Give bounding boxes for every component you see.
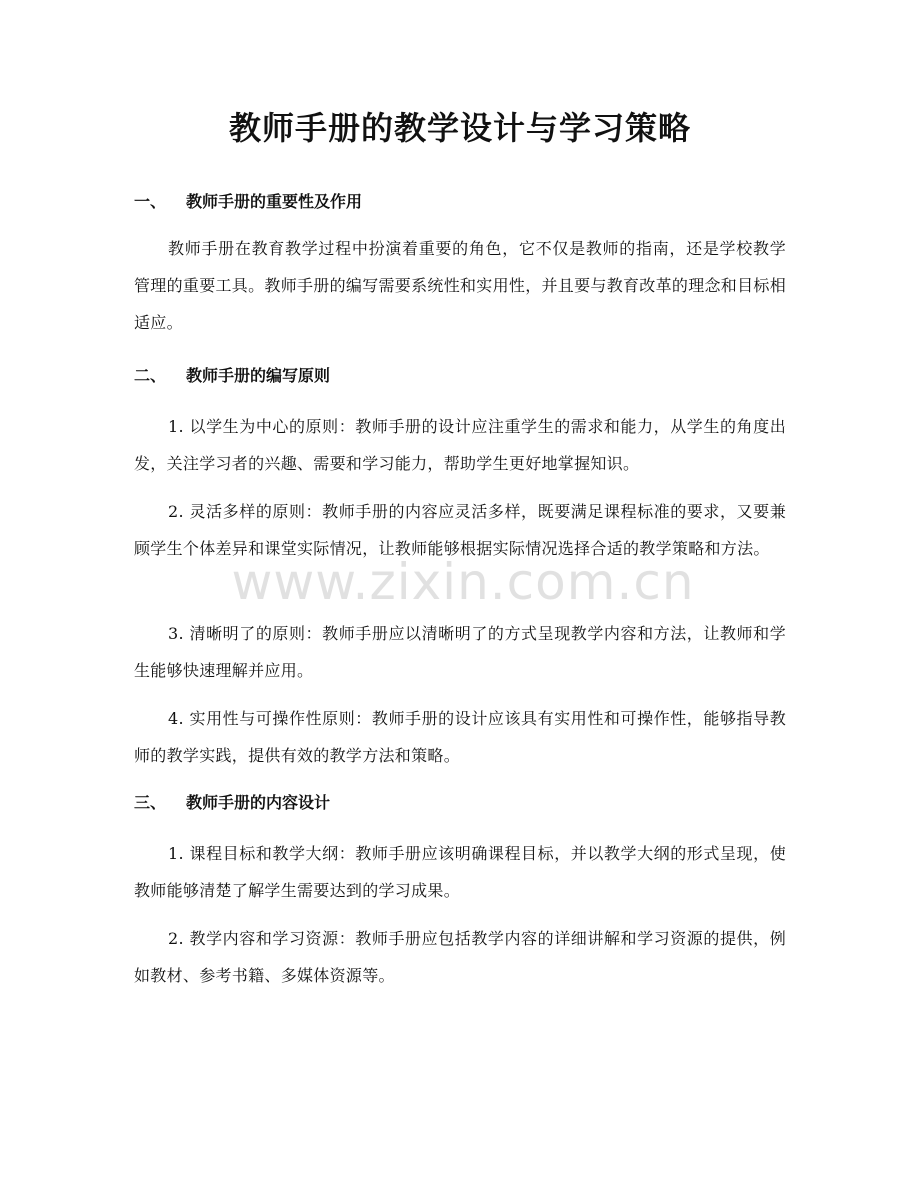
watermark-text: www.zixin.com.cn <box>231 553 695 611</box>
section-heading-1 <box>134 189 794 215</box>
list-item-paragraph: 2. 教学内容和学习资源：教师手册应包括教学内容的详细讲解和学习资源的提供，例如教材、参考书籍、多媒体资源等。 <box>134 929 786 985</box>
section-heading-3 <box>134 790 794 816</box>
paragraph: 教师手册在教育教学过程中扮演着重要的角色，它不仅是教师的指南，还是学校教学管理的重要工具。教师手册的编写需要系统性和实用性，并且要与教育改革的理念和目标相适应。 <box>134 239 787 332</box>
section-heading-2 <box>134 363 794 389</box>
list-item-paragraph: 1. 以学生为中心的原则：教师手册的设计应注重学生的需求和能力，从学生的角度出发，关注学习者的兴趣、需要和学习能力，帮助学生更好地掌握知识。 <box>134 417 786 473</box>
list-item-paragraph: 2. 灵活多样的原则：教师手册的内容应灵活多样，既要满足课程标准的要求，又要兼顾学生个体差异和课堂实际情况，让教师能够根据实际情况选择合适的教学策略和方法。 <box>134 502 786 558</box>
document-title: 教师手册的教学设计与学习策略 <box>228 109 691 147</box>
list-item-paragraph: 4. 实用性与可操作性原则：教师手册的设计应该具有实用性和可操作性，能够指导教师的教学实践，提供有效的教学方法和策略。 <box>134 709 786 765</box>
section-title: 教师手册的编写原则 <box>186 366 331 385</box>
list-item-paragraph: 1. 课程目标和教学大纲：教师手册应该明确课程目标，并以教学大纲的形式呈现，使教师能够清楚了解学生需要达到的学习成果。 <box>134 844 786 900</box>
section-title: 教师手册的重要性及作用 <box>186 192 363 211</box>
section-number: 三、 <box>134 793 167 812</box>
section-number: 一、 <box>134 192 167 211</box>
section-title: 教师手册的内容设计 <box>186 793 331 812</box>
section-number: 二、 <box>134 366 167 385</box>
list-item-paragraph: 3. 清晰明了的原则：教师手册应以清晰明了的方式呈现教学内容和方法，让教师和学生能够快速理解并应用。 <box>134 624 786 680</box>
